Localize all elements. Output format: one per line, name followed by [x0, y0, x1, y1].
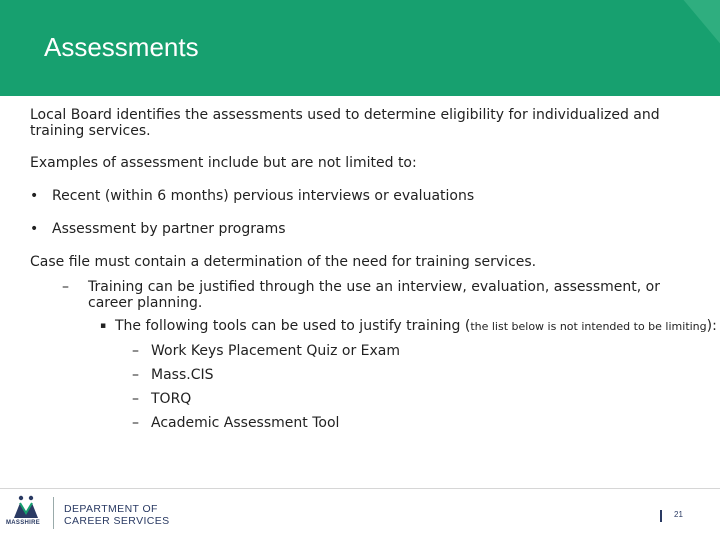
department-name [64, 503, 170, 527]
bullet-icon: • [30, 221, 39, 237]
logo-text: MASSHIRE [6, 520, 41, 526]
header-decoration [650, 0, 720, 96]
example-item: Assessment by partner programs [52, 221, 286, 237]
examples-heading: Examples of assessment include but are not limited to: [30, 155, 417, 171]
example-item: Recent (within 6 months) pervious interviews or evaluations [52, 188, 475, 204]
tools-note: the list below is not intended to be limiting [470, 320, 707, 333]
tool-item: TORQ [151, 391, 192, 407]
justification-text: Training can be justified through the use an interview, evaluation, assessment, or career planning. [88, 279, 660, 311]
dash-icon: – [132, 367, 139, 383]
slide-title: Assessments [44, 32, 199, 62]
footer-separator [53, 497, 54, 529]
dash-icon: – [62, 279, 69, 295]
tool-item: Work Keys Placement Quiz or Exam [151, 343, 401, 359]
tools-intro: The following tools can be used to justify training (the list below is not intended to be limiting): [115, 318, 717, 334]
footer-divider [0, 488, 720, 489]
dept-line-1: DEPARTMENT OF [64, 503, 158, 515]
dash-icon: – [132, 343, 139, 359]
page-number: 21 [674, 510, 683, 519]
case-file-text: Case file must contain a determination of the need for training services. [30, 254, 537, 270]
intro-text: Local Board identifies the assessments used to determine eligibility for individualized and training services. [30, 107, 660, 139]
dash-icon: – [132, 391, 139, 407]
bullet-icon: • [30, 188, 39, 204]
page-number-bar [660, 510, 662, 522]
bullet-icon: ▪ [100, 321, 107, 331]
dept-line-2: CAREER SERVICES [64, 515, 170, 527]
slide-content [30, 107, 717, 431]
tool-item: Academic Assessment Tool [151, 415, 340, 431]
dash-icon: – [132, 415, 139, 431]
slide-header [0, 0, 720, 96]
tool-item: Mass.CIS [151, 367, 214, 383]
